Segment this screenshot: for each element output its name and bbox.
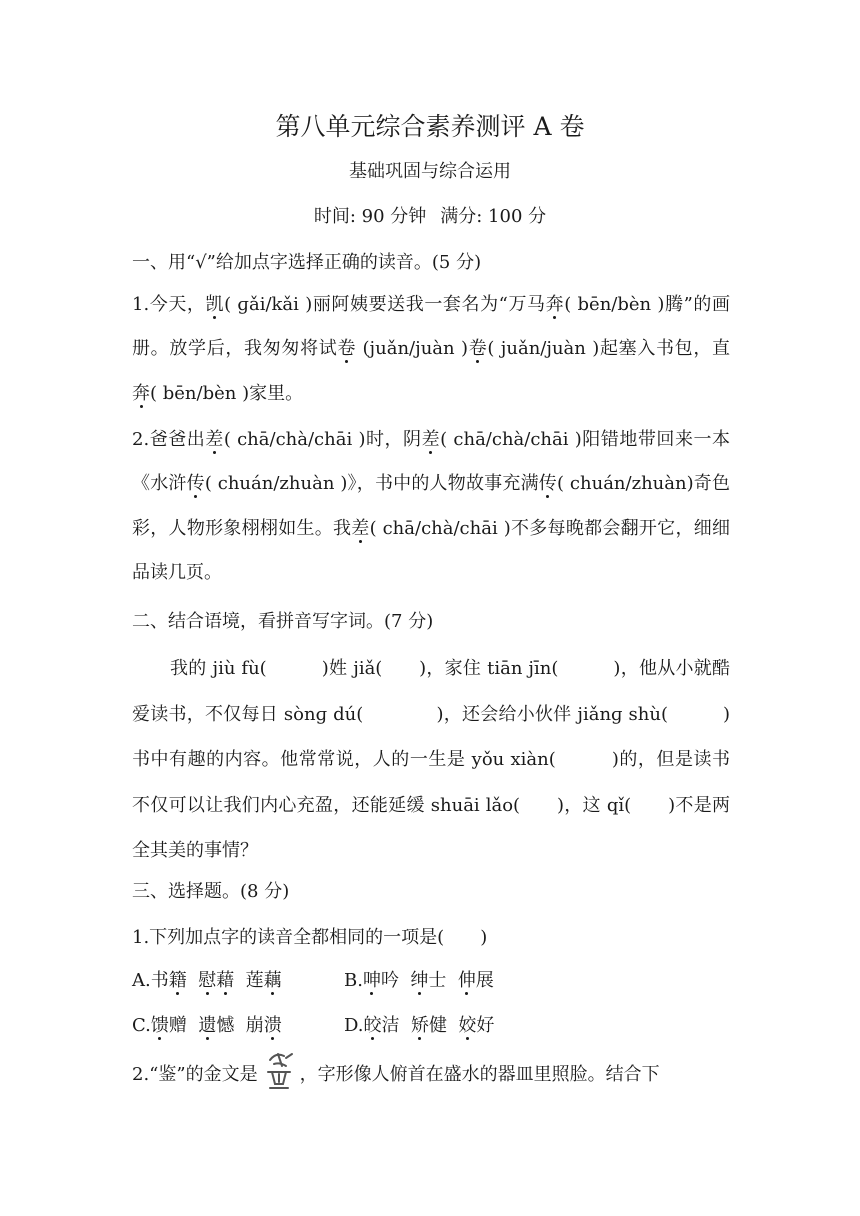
dotted-char: 传 (538, 473, 557, 495)
dotted-char: 奔 (132, 382, 150, 404)
section1-heading: 一、用“√”给加点字选择正确的读音。(5 分) (132, 252, 482, 273)
page-subtitle: 基础巩固与综合运用 (349, 161, 511, 182)
options-row-ab (132, 967, 556, 995)
dotted-char: 凯 (205, 294, 225, 315)
section2-passage: 我的 jiù fù( )姓 jiǎ( )，家住 tiān jīn( )，他从小就酷爱读书，不仅每日 sònɡ dú( )，还会给小伙伴 jiǎnɡ shù( )书中有趣的内容。他常常说，人的一生是 yǒu xiàn( )的，但是读书不仅可以让我们内心充盈，还能延缓 shuāi lǎo( )，这 qǐ( )不是两全其美的事情？ (132, 658, 730, 861)
section3-heading: 三、选择题。(8 分) (132, 881, 290, 902)
dotted-char: 卷 (468, 338, 488, 360)
page-title: 第八单元综合素养测评 A 卷 (275, 112, 585, 141)
option-b[interactable]: B.呻吟 绅士 伸展 (344, 970, 494, 991)
option-d[interactable]: D.皎洁 矫健 姣好 (344, 1015, 495, 1036)
exam-meta (0, 203, 860, 231)
section1-question1: 1.今天，凯( ɡǎi/kǎi )丽阿姨要送我一套名为“万马奔( bēn/bèn )腾”的画册。放学后，我匆匆将试卷 (juǎn/juàn )卷( juǎn/juàn )起塞入书包，直奔( bēn/bèn )家里。 (132, 294, 731, 404)
options-row-cd (132, 1012, 556, 1040)
bronze-script-jian-icon (262, 1050, 296, 1090)
dotted-char: 卷 (337, 338, 357, 360)
dotted-char: 差 (421, 429, 441, 450)
dotted-char: 差 (351, 517, 370, 539)
exam-time: 时间: 90 分钟 (313, 206, 427, 227)
section3-question1: 1.下列加点字的读音全都相同的一项是( ) (132, 927, 488, 948)
option-c[interactable]: C.馈赠 遗憾 崩溃 (132, 1015, 282, 1036)
section3-question2: 2.“鉴”的金文是 ，字形像人俯首在盛水的器皿里照脸。结合下 (132, 1060, 660, 1090)
dotted-char: 传 (186, 473, 205, 495)
section1-question2: 2.爸爸出差( chā/chà/chāi )时，阴差( chā/chà/chāi )阳错地带回来一本《水浒传( chuán/zhuàn )》，书中的人物故事充满传( chuán/zhuàn)奇色彩，人物形象栩栩如生。我差( chā/chà/chāi )不多每晚都会翻开它，细细品读几页。 (132, 429, 731, 583)
dotted-char: 差 (205, 429, 224, 450)
dotted-char: 奔 (545, 294, 565, 315)
exam-score: 满分: 100 分 (440, 206, 547, 227)
section2-heading: 二、结合语境，看拼音写字词。(7 分) (132, 611, 434, 632)
option-a[interactable]: A.书籍 慰藉 莲藕 (132, 970, 282, 991)
